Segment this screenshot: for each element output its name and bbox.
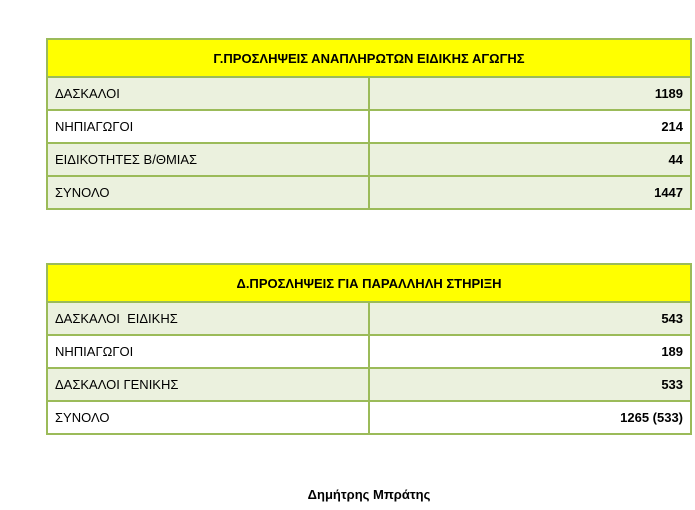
row-label: ΝΗΠΙΑΓΩΓΟΙ — [47, 335, 369, 368]
table-header-row — [47, 264, 691, 302]
author-signature: Δημήτρης Μπράτης — [307, 487, 431, 502]
row-value: 543 — [369, 302, 691, 335]
table-row — [47, 110, 691, 143]
special-education-hires-table — [46, 38, 692, 210]
row-label: ΔΑΣΚΑΛΟΙ ΓΕΝΙΚΗΣ — [47, 368, 369, 401]
table-row — [47, 143, 691, 176]
row-value: 189 — [369, 335, 691, 368]
row-label: ΝΗΠΙΑΓΩΓΟΙ — [47, 110, 369, 143]
table-header-row — [47, 39, 691, 77]
row-value: 214 — [369, 110, 691, 143]
row-value: 44 — [369, 143, 691, 176]
row-label: ΔΑΣΚΑΛΟΙ — [47, 77, 369, 110]
row-label: ΕΙΔΙΚΟΤΗΤΕΣ Β/ΘΜΙΑΣ — [47, 143, 369, 176]
total-label: ΣΥΝΟΛΟ — [47, 401, 369, 434]
table-row — [47, 302, 691, 335]
row-value: 1189 — [369, 77, 691, 110]
table-row — [47, 335, 691, 368]
total-value: 1447 — [369, 176, 691, 209]
table-total-row — [47, 401, 691, 434]
row-label: ΔΑΣΚΑΛΟΙ ΕΙΔΙΚΗΣ — [47, 302, 369, 335]
total-label: ΣΥΝΟΛΟ — [47, 176, 369, 209]
table-row — [47, 77, 691, 110]
total-value: 1265 (533) — [369, 401, 691, 434]
table-title: Γ.ΠΡΟΣΛΗΨΕΙΣ ΑΝΑΠΛΗΡΩΤΩΝ ΕΙΔΙΚΗΣ ΑΓΩΓΗΣ — [47, 39, 691, 77]
row-value: 533 — [369, 368, 691, 401]
table-title: Δ.ΠΡΟΣΛΗΨΕΙΣ ΓΙΑ ΠΑΡΑΛΛΗΛΗ ΣΤΗΡΙΞΗ — [47, 264, 691, 302]
parallel-support-hires-table — [46, 263, 692, 435]
table-total-row — [47, 176, 691, 209]
table-row — [47, 368, 691, 401]
